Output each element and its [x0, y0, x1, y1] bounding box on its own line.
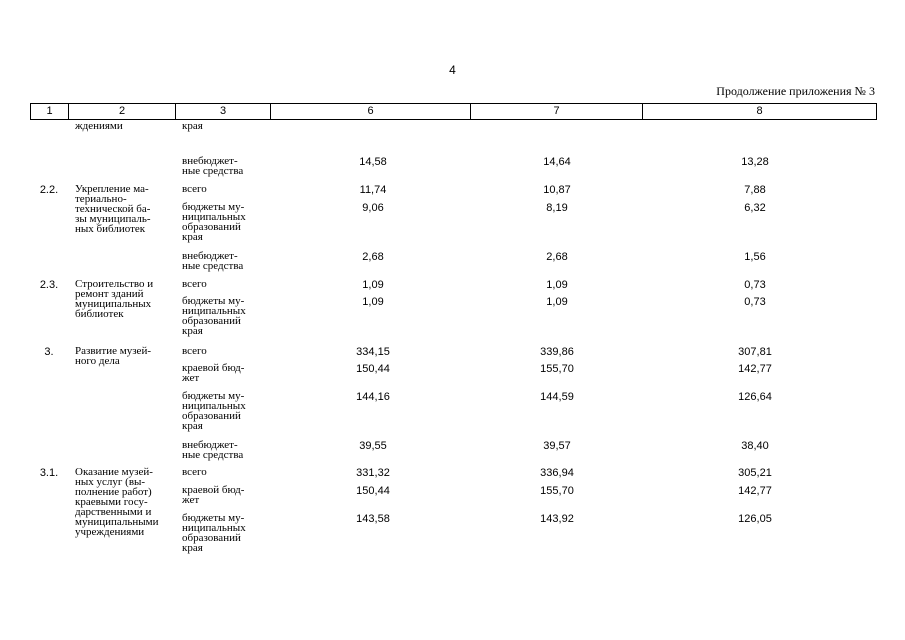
column-header-table [30, 103, 877, 120]
row-funding-source: всего [182, 466, 207, 478]
row-value-col7: 1,09 [546, 296, 568, 308]
row-value-col7: 143,92 [540, 513, 574, 525]
row-item-name: ждениями [75, 120, 123, 132]
row-funding-source: внебюджет- ные средства [182, 250, 244, 272]
row-value-col8: 142,77 [738, 485, 772, 497]
row-item-name: Оказание музей- ных услуг (вы- полнение работ) краевыми госу- дарственными и муниципальными учреждениями [75, 466, 159, 538]
row-value-col6: 143,58 [356, 513, 390, 525]
row-number: 2.3. [39, 279, 59, 291]
row-value-col6: 331,32 [356, 467, 390, 479]
row-value-col6: 1,09 [362, 279, 384, 291]
row-value-col8: 13,28 [741, 156, 769, 168]
row-value-col8: 0,73 [744, 279, 766, 291]
row-value-col6: 11,74 [359, 184, 387, 196]
row-value-col7: 39,57 [543, 440, 571, 452]
row-funding-source: краевой бюд- жет [182, 484, 245, 506]
col-header-6: 6 [271, 104, 471, 120]
row-value-col8: 38,40 [741, 440, 769, 452]
row-value-col6: 144,16 [356, 391, 390, 403]
col-header-2: 2 [69, 104, 176, 120]
row-value-col6: 334,15 [356, 346, 390, 358]
row-value-col7: 14,64 [543, 156, 571, 168]
row-value-col7: 155,70 [540, 363, 574, 375]
row-value-col8: 126,05 [738, 513, 772, 525]
row-value-col7: 2,68 [546, 251, 568, 263]
row-value-col6: 1,09 [362, 296, 384, 308]
row-number: 3. [44, 346, 54, 358]
row-value-col7: 155,70 [540, 485, 574, 497]
page-number: 4 [449, 63, 456, 77]
row-value-col6: 150,44 [356, 363, 390, 375]
row-value-col7: 339,86 [540, 346, 574, 358]
row-value-col7: 10,87 [543, 184, 571, 196]
row-item-name: Укрепление ма- териально- технической ба- зы муниципаль- ных библиотек [75, 183, 151, 235]
row-number: 3.1. [39, 467, 59, 479]
continuation-label: Продолжение приложения № 3 [716, 84, 875, 98]
row-funding-source: внебюджет- ные средства [182, 155, 244, 177]
row-item-name: Развитие музей- ного дела [75, 345, 151, 367]
row-value-col8: 7,88 [744, 184, 766, 196]
row-value-col6: 150,44 [356, 485, 390, 497]
row-value-col6: 39,55 [359, 440, 387, 452]
row-number: 2.2. [39, 184, 59, 196]
row-funding-source: бюджеты му- ниципальных образований края [182, 390, 246, 432]
row-value-col7: 1,09 [546, 279, 568, 291]
row-funding-source: всего [182, 278, 207, 290]
row-value-col7: 144,59 [540, 391, 574, 403]
row-funding-source: внебюджет- ные средства [182, 439, 244, 461]
col-header-7: 7 [471, 104, 643, 120]
column-header-row [31, 104, 877, 120]
row-funding-source: краевой бюд- жет [182, 362, 245, 384]
row-value-col8: 6,32 [744, 202, 766, 214]
row-value-col8: 307,81 [738, 346, 772, 358]
row-funding-source: всего [182, 345, 207, 357]
row-item-name: Строительство и ремонт зданий муниципальных библиотек [75, 278, 154, 320]
row-funding-source: бюджеты му- ниципальных образований края [182, 201, 246, 243]
col-header-3: 3 [176, 104, 271, 120]
col-header-8: 8 [643, 104, 877, 120]
row-value-col6: 2,68 [362, 251, 384, 263]
row-funding-source: бюджеты му- ниципальных образований края [182, 295, 246, 337]
col-header-1: 1 [31, 104, 69, 120]
row-value-col8: 126,64 [738, 391, 772, 403]
row-value-col8: 1,56 [744, 251, 766, 263]
row-value-col6: 9,06 [362, 202, 384, 214]
row-funding-source: края [182, 120, 203, 132]
row-value-col6: 14,58 [359, 156, 387, 168]
row-funding-source: бюджеты му- ниципальных образований края [182, 512, 246, 554]
row-value-col7: 8,19 [546, 202, 568, 214]
row-value-col8: 0,73 [744, 296, 766, 308]
row-value-col7: 336,94 [540, 467, 574, 479]
row-funding-source: всего [182, 183, 207, 195]
row-value-col8: 305,21 [738, 467, 772, 479]
row-value-col8: 142,77 [738, 363, 772, 375]
